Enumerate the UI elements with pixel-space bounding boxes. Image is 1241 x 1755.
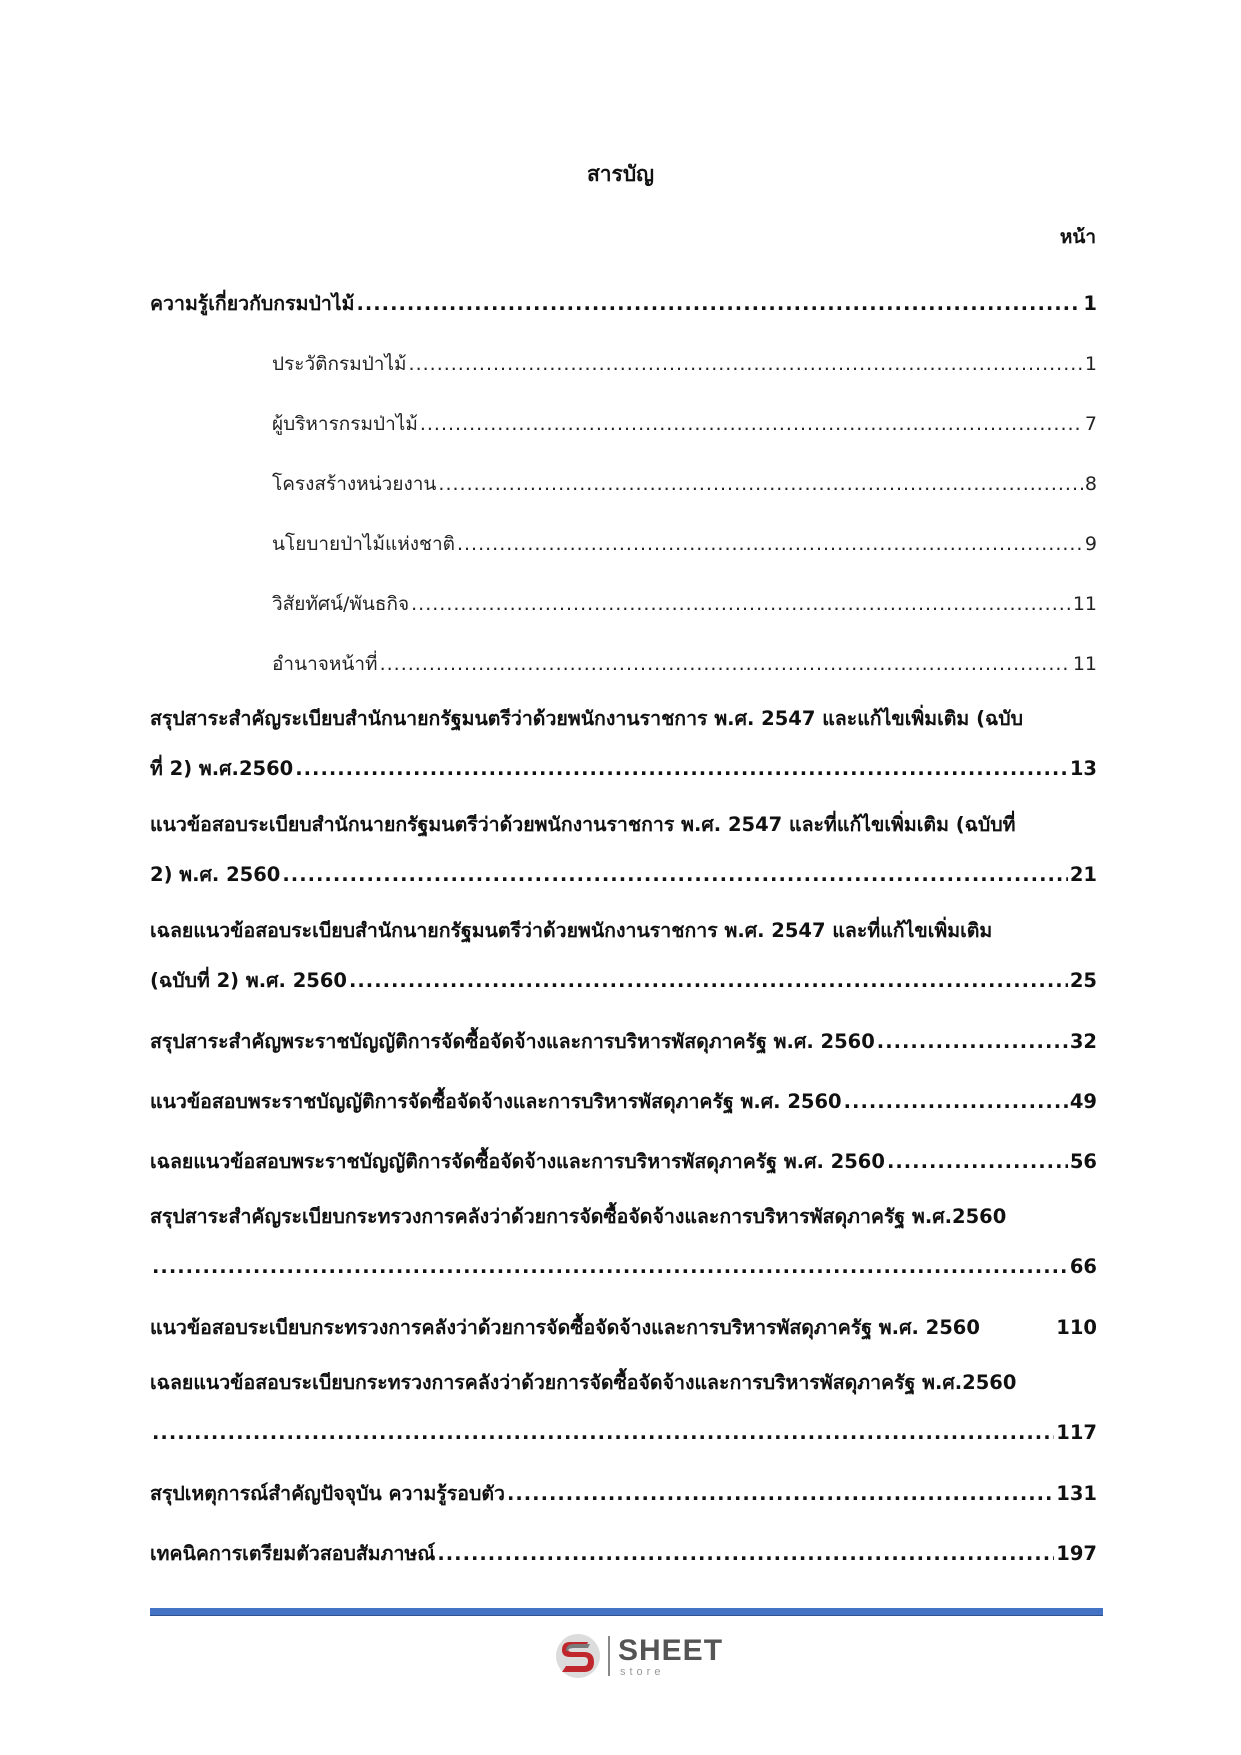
logo-subtitle: store	[620, 1666, 665, 1678]
toc-page-number: 11	[1072, 593, 1097, 615]
toc-entry-title: (ฉบับที่ 2) พ.ศ. 2560	[150, 969, 347, 992]
toc-entry-title: โครงสร้างหน่วยงาน	[272, 473, 437, 495]
page-number-column-header: หน้า	[1059, 226, 1096, 248]
toc-entry-title-line1: สรุปสาระสำคัญระเบียบกระทรวงการคลังว่าด้วยการจัดซื้อจัดจ้างและการบริหารพัสดุภาครัฐ พ.ศ.2560	[150, 1205, 1007, 1228]
toc-dot-leader	[438, 454, 1083, 514]
toc-entry[interactable]	[150, 274, 1097, 334]
toc-page-number: 9	[1084, 533, 1097, 555]
logo-separator	[608, 1636, 610, 1676]
toc-entry[interactable]	[150, 1464, 1097, 1524]
toc-entry[interactable]	[150, 1192, 1097, 1298]
sheet-store-logo-icon	[552, 1630, 604, 1682]
toc-entry-title: อำนาจหน้าที่	[272, 653, 378, 675]
toc-entry[interactable]	[150, 1298, 1097, 1358]
toc-page-number: 56	[1069, 1150, 1097, 1173]
toc-entry-title-line1: แนวข้อสอบระเบียบสำนักนายกรัฐมนตรีว่าด้วยพนักงานราชการ พ.ศ. 2547 และที่แก้ไขเพิ่มเติม (ฉบับที่	[150, 813, 1016, 836]
logo-wordmark: SHEET	[618, 1634, 724, 1667]
toc-entry-title: ผู้บริหารกรมป่าไม้	[272, 413, 418, 435]
page-title: สารบัญ	[586, 162, 655, 186]
toc-page-number: 117	[1056, 1421, 1097, 1444]
toc-dot-leader	[887, 1132, 1068, 1192]
toc-dot-leader	[507, 1464, 1054, 1524]
toc-page-number: 11	[1072, 653, 1097, 675]
toc-entry-title: แนวข้อสอบระเบียบกระทรวงการคลังว่าด้วยการจัดซื้อจัดจ้างและการบริหารพัสดุภาครัฐ พ.ศ. 2560	[150, 1316, 980, 1339]
toc-entry[interactable]	[150, 1072, 1097, 1132]
toc-entry-title: ความรู้เกี่ยวกับกรมป่าไม้	[150, 292, 355, 315]
toc-entry-title: วิสัยทัศน์/พันธกิจ	[272, 593, 410, 615]
toc-page-number: 13	[1069, 757, 1097, 780]
toc-entry-title: แนวข้อสอบพระราชบัญญัติการจัดซื้อจัดจ้างและการบริหารพัสดุภาครัฐ พ.ศ. 2560	[150, 1090, 842, 1113]
sheet-store-logo	[552, 1630, 722, 1682]
toc-entry[interactable]	[150, 514, 1097, 574]
toc-entry-title: สรุปสาระสำคัญพระราชบัญญัติการจัดซื้อจัดจ้างและการบริหารพัสดุภาครัฐ พ.ศ. 2560	[150, 1030, 875, 1053]
toc-dot-leader	[844, 1072, 1068, 1132]
toc-entry-title: สรุปเหตุการณ์สำคัญปัจจุบัน ความรู้รอบตัว	[150, 1482, 505, 1505]
toc-dot-leader	[282, 850, 1067, 900]
toc-entry-title: ประวัติกรมป่าไม้	[272, 353, 407, 375]
toc-dot-leader	[356, 274, 1081, 334]
toc-entry-title: นโยบายป่าไม้แห่งชาติ	[272, 533, 455, 555]
toc-dot-leader	[420, 394, 1083, 454]
toc-dot-leader	[411, 574, 1071, 634]
toc-dot-leader	[437, 1524, 1054, 1584]
table-of-contents	[150, 274, 1097, 1584]
toc-page-number: 66	[1069, 1255, 1097, 1278]
toc-entry[interactable]	[150, 800, 1097, 906]
toc-dot-leader	[349, 956, 1068, 1006]
toc-entry-title-line1: เฉลยแนวข้อสอบระเบียบกระทรวงการคลังว่าด้วยการจัดซื้อจัดจ้างและการบริหารพัสดุภาครัฐ พ.ศ.2560	[150, 1371, 1017, 1394]
toc-entry[interactable]	[150, 574, 1097, 634]
toc-page-number: 21	[1069, 863, 1097, 886]
toc-entry[interactable]	[150, 694, 1097, 800]
toc-page-number: 7	[1084, 413, 1097, 435]
toc-dot-leader	[152, 1242, 1068, 1292]
toc-entry-title-line1: เฉลยแนวข้อสอบระเบียบสำนักนายกรัฐมนตรีว่าด้วยพนักงานราชการ พ.ศ. 2547 และที่แก้ไขเพิ่มเติม	[150, 919, 993, 942]
toc-entry[interactable]	[150, 1132, 1097, 1192]
toc-entry[interactable]	[150, 634, 1097, 694]
toc-page-number: 197	[1056, 1542, 1097, 1565]
toc-dot-leader	[457, 514, 1083, 574]
toc-page-number: 8	[1084, 473, 1097, 495]
toc-entry[interactable]	[150, 394, 1097, 454]
toc-entry[interactable]	[150, 1012, 1097, 1072]
toc-entry-title: เทคนิคการเตรียมตัวสอบสัมภาษณ์	[150, 1542, 436, 1565]
toc-entry-title-line1: สรุปสาระสำคัญระเบียบสำนักนายกรัฐมนตรีว่าด้วยพนักงานราชการ พ.ศ. 2547 และแก้ไขเพิ่มเติม (ฉบับ	[150, 707, 1024, 730]
toc-dot-leader	[380, 634, 1071, 694]
toc-page-number: 1	[1083, 292, 1097, 315]
toc-entry-title: เฉลยแนวข้อสอบพระราชบัญญัติการจัดซื้อจัดจ้างและการบริหารพัสดุภาครัฐ พ.ศ. 2560	[150, 1150, 885, 1173]
toc-entry-title: 2) พ.ศ. 2560	[150, 863, 281, 886]
toc-entry-title: ที่ 2) พ.ศ.2560	[150, 757, 294, 780]
toc-page-number: 32	[1069, 1030, 1097, 1053]
toc-page-number: 131	[1056, 1482, 1097, 1505]
toc-dot-leader	[152, 1408, 1054, 1458]
toc-page-number: 25	[1069, 969, 1097, 992]
toc-entry[interactable]	[150, 906, 1097, 1012]
toc-page-number: 1	[1084, 353, 1097, 375]
toc-dot-leader	[295, 744, 1068, 794]
toc-entry[interactable]	[150, 1524, 1097, 1584]
toc-dot-leader	[409, 334, 1083, 394]
footer-divider	[150, 1608, 1103, 1616]
toc-entry[interactable]	[150, 1358, 1097, 1464]
toc-page-number: 110	[1056, 1316, 1097, 1339]
toc-entry[interactable]	[150, 334, 1097, 394]
toc-entry[interactable]	[150, 454, 1097, 514]
toc-dot-leader	[877, 1012, 1068, 1072]
toc-page-number: 49	[1069, 1090, 1097, 1113]
